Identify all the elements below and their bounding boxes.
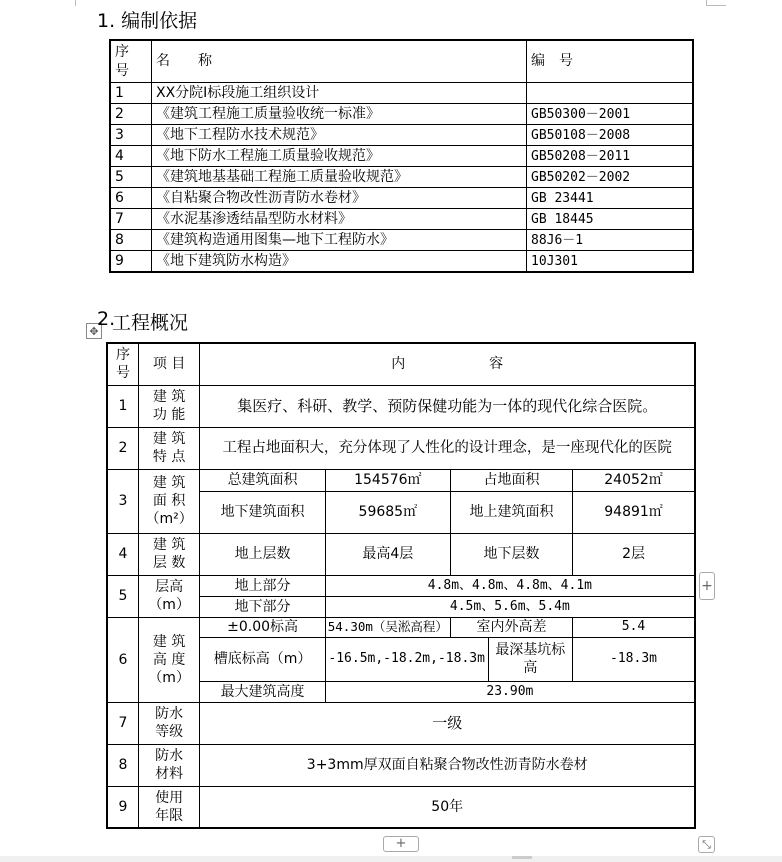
table-row bbox=[107, 533, 695, 575]
cell-label: 最大建筑高度 bbox=[200, 681, 325, 702]
cell-value: 2层 bbox=[573, 533, 695, 575]
table-row bbox=[107, 617, 695, 637]
row-code: GB50208－2011 bbox=[527, 146, 694, 167]
row-name: 《自粘聚合物改性沥青防水卷材》 bbox=[152, 188, 527, 209]
table-row bbox=[107, 385, 695, 427]
cell-value: 54.30m（吴淞高程） bbox=[325, 617, 450, 637]
table-row bbox=[110, 146, 693, 167]
add-row-button[interactable]: + bbox=[383, 836, 419, 852]
table-resize-icon[interactable]: ⤡ bbox=[698, 836, 715, 853]
header-code: 编 号 bbox=[527, 40, 694, 83]
cell-value: 4.5m、5.6m、5.4m bbox=[325, 596, 695, 617]
row-code: GB 23441 bbox=[527, 188, 694, 209]
row-item: 建 筑 高 度 （m） bbox=[138, 617, 200, 702]
header-item: 项 目 bbox=[138, 343, 200, 385]
table-row bbox=[110, 167, 693, 188]
cell-label: ±0.00标高 bbox=[200, 617, 325, 637]
row-name: XX分院Ⅰ标段施工组织设计 bbox=[152, 83, 527, 104]
cell-label: 地下层数 bbox=[450, 533, 572, 575]
row-item: 建 筑 面 积 （m²） bbox=[138, 469, 200, 533]
row-no: 7 bbox=[110, 209, 152, 230]
row-no: 9 bbox=[110, 251, 152, 273]
cell-value: 最高4层 bbox=[325, 533, 450, 575]
cell-value: 59685㎡ bbox=[325, 491, 450, 533]
row-no: 8 bbox=[107, 744, 138, 786]
row-no: 4 bbox=[107, 533, 138, 575]
cell-label: 总建筑面积 bbox=[200, 469, 325, 491]
cell-value: 23.90m bbox=[325, 681, 695, 702]
row-no: 4 bbox=[110, 146, 152, 167]
table-row bbox=[110, 209, 693, 230]
row-no: 1 bbox=[107, 385, 138, 427]
cell-value: 5.4 bbox=[573, 617, 695, 637]
cell-label: 占地面积 bbox=[450, 469, 572, 491]
row-item: 防水 材料 bbox=[138, 744, 200, 786]
row-code: GB 18445 bbox=[527, 209, 694, 230]
cell-value: -18.3m bbox=[573, 637, 695, 681]
cell-label: 槽底标高（m） bbox=[200, 637, 325, 681]
row-no: 7 bbox=[107, 702, 138, 744]
row-no: 1 bbox=[110, 83, 152, 104]
row-content: 集医疗、科研、教学、预防保健功能为一体的现代化综合医院。 bbox=[200, 385, 695, 427]
horizontal-scrollbar[interactable] bbox=[0, 856, 782, 862]
table-row bbox=[110, 125, 693, 146]
cell-value: -16.5m,-18.2m,-18.3m bbox=[325, 637, 488, 681]
table-move-handle-icon[interactable]: ✥ bbox=[86, 323, 102, 339]
row-code: 88J6－1 bbox=[527, 230, 694, 251]
section1-heading: 1. 编制依据 bbox=[97, 10, 198, 32]
table-row bbox=[107, 786, 695, 828]
table-row bbox=[110, 251, 693, 273]
table-row bbox=[107, 427, 695, 469]
row-name: 《水泥基渗透结晶型防水材料》 bbox=[152, 209, 527, 230]
table-row bbox=[107, 575, 695, 596]
row-no: 9 bbox=[107, 786, 138, 828]
row-item: 使用 年限 bbox=[138, 786, 200, 828]
cell-label: 地上建筑面积 bbox=[450, 491, 572, 533]
row-no: 5 bbox=[107, 575, 138, 617]
header-name: 名 称 bbox=[152, 40, 527, 83]
table-row bbox=[110, 230, 693, 251]
row-no: 2 bbox=[110, 104, 152, 125]
cell-label: 室内外高差 bbox=[450, 617, 572, 637]
table-header-row bbox=[107, 343, 695, 385]
header-content: 内 容 bbox=[200, 343, 695, 385]
table-row bbox=[110, 83, 693, 104]
row-item: 建 筑 特 点 bbox=[138, 427, 200, 469]
section2-heading-number: 2. bbox=[97, 308, 116, 330]
row-no: 5 bbox=[110, 167, 152, 188]
cell-value: 4.8m、4.8m、4.8m、4.1m bbox=[325, 575, 695, 596]
cell-label: 地下建筑面积 bbox=[200, 491, 325, 533]
row-content: 50年 bbox=[200, 786, 695, 828]
row-name: 《地下防水工程施工质量验收规范》 bbox=[152, 146, 527, 167]
row-no: 2 bbox=[107, 427, 138, 469]
row-code: 10J301 bbox=[527, 251, 694, 273]
row-name: 《地下建筑防水构造》 bbox=[152, 251, 527, 273]
table-row bbox=[110, 104, 693, 125]
row-code: GB50108－2008 bbox=[527, 125, 694, 146]
cell-value: 94891㎡ bbox=[573, 491, 695, 533]
row-name: 《地下工程防水技术规范》 bbox=[152, 125, 527, 146]
row-content: 3+3mm厚双面自粘聚合物改性沥青防水卷材 bbox=[200, 744, 695, 786]
cell-label: 地上部分 bbox=[200, 575, 325, 596]
row-content: 工程占地面积大，充分体现了人性化的设计理念，是一座现代化的医院 bbox=[200, 427, 695, 469]
cell-label: 地下部分 bbox=[200, 596, 325, 617]
table-row bbox=[107, 744, 695, 786]
table-header-row bbox=[110, 40, 693, 83]
table-row bbox=[107, 702, 695, 744]
cell-value: 24052㎡ bbox=[573, 469, 695, 491]
row-name: 《建筑工程施工质量验收统一标准》 bbox=[152, 104, 527, 125]
scrollbar-thumb[interactable] bbox=[512, 856, 532, 859]
row-item: 防水 等级 bbox=[138, 702, 200, 744]
cell-label: 地上层数 bbox=[200, 533, 325, 575]
overview-table bbox=[106, 342, 696, 829]
row-no: 6 bbox=[110, 188, 152, 209]
cell-value: 154576㎡ bbox=[325, 469, 450, 491]
row-item: 层高 （m） bbox=[138, 575, 200, 617]
table-row bbox=[110, 188, 693, 209]
row-no: 3 bbox=[110, 125, 152, 146]
row-no: 3 bbox=[107, 469, 138, 533]
row-no: 6 bbox=[107, 617, 138, 702]
row-code: GB50202－2002 bbox=[527, 167, 694, 188]
row-item: 建 筑 层 数 bbox=[138, 533, 200, 575]
cell-label: 最深基坑标高 bbox=[488, 637, 572, 681]
row-name: 《建筑地基基础工程施工质量验收规范》 bbox=[152, 167, 527, 188]
add-column-button[interactable]: + bbox=[699, 572, 715, 600]
row-item: 建 筑 功 能 bbox=[138, 385, 200, 427]
row-code: GB50300－2001 bbox=[527, 104, 694, 125]
row-content: 一级 bbox=[200, 702, 695, 744]
header-no: 序 号 bbox=[107, 343, 138, 385]
row-name: 《建筑构造通用图集—地下工程防水》 bbox=[152, 230, 527, 251]
row-no: 8 bbox=[110, 230, 152, 251]
row-code bbox=[527, 83, 694, 104]
table-row bbox=[107, 469, 695, 491]
header-no: 序 号 bbox=[110, 40, 152, 83]
basis-table bbox=[109, 39, 694, 273]
section2-heading: 工程概况 bbox=[112, 312, 189, 334]
